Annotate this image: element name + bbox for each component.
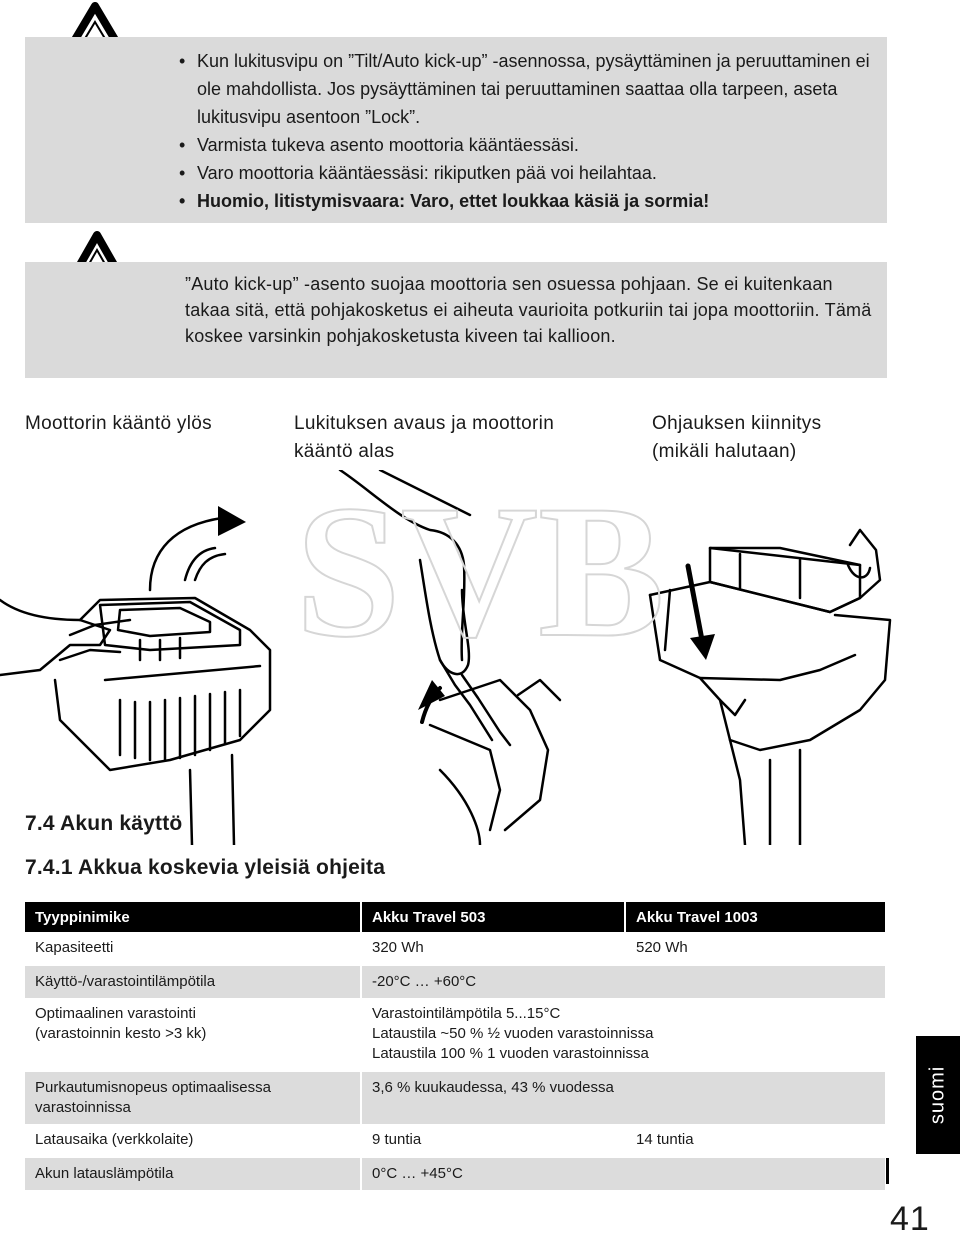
row-label-line: varastoinnissa [35,1099,131,1116]
row-value: 0°C … +45°C [361,1157,885,1190]
tilt-up-drawing [0,518,270,845]
warning-item: • Kun lukitusvipu on ”Tilt/Auto kick-up” -asennossa, pysäyttäminen ja peruuttaminen ei ole mahdollista. Jos pysäyttäminen tai peruuttaminen saattaa olla tarpeen, aseta lukitusvipu asentoon ”Lock”. [179,47,879,131]
general-warning-panel [25,37,887,223]
header-travel-1003: Akku Travel 1003 [625,902,885,932]
table-row-charge-time [25,1124,885,1157]
warning-item: • Varmista tukeva asento moottoria kääntäessäsi. [179,131,879,159]
motor-tilt-illustration [0,470,960,845]
caption-steering-line1: Ohjauksen kiinnitys [652,413,822,434]
row-value: -20°C … +60°C [361,965,885,998]
caption-unlock [294,410,554,466]
table-row-temperature [25,965,885,998]
language-tab [916,1036,960,1154]
table-header-row [25,902,885,932]
battery-spec-table [25,902,885,1190]
row-value-line: Varastointilämpötila 5...15°C [372,1005,561,1022]
row-value-line: Lataustila 100 % 1 vuoden varastoinnissa [372,1045,649,1062]
table-row-storage [25,998,885,1071]
row-label-line: Optimaalinen varastointi [35,1005,196,1022]
row-value: 9 tuntia [361,1124,625,1157]
row-value: 3,6 % kuukaudessa, 43 % vuodessa [361,1071,885,1124]
language-tab-label: suomi [926,1065,949,1125]
caption-steering [652,410,821,466]
row-value: 320 Wh [361,932,625,965]
table-row-discharge [25,1071,885,1124]
row-label [25,998,361,1071]
row-value: 520 Wh [625,932,885,965]
caption-tilt-up: Moottorin kääntö ylös [25,413,212,434]
row-label [25,1071,361,1124]
row-label: Akun latauslämpötila [25,1157,361,1190]
warning-item-crush: • Huomio, litistymisvaara: Varo, ettet loukkaa käsiä ja sormia! [179,187,879,215]
header-type: Tyyppinimike [25,902,361,932]
row-label: Latausaika (verkkolaite) [35,1131,194,1148]
page-number: 41 [890,1200,930,1238]
table-end-mark [886,1158,889,1184]
steering-lock-drawing [650,530,890,845]
warning-item: • Varo moottoria kääntäessäsi: rikiputken pää voi heilahtaa. [179,159,879,187]
row-label: Käyttö-/varastointilämpötila [25,965,361,998]
row-label-line: (varastoinnin kesto >3 kk) [35,1025,207,1042]
row-value [361,998,885,1071]
row-label: Kapasiteetti [35,939,114,956]
svb-watermark: SVB [295,470,665,677]
row-label-line: Purkautumisnopeus optimaalisessa [35,1079,271,1096]
subsection-heading: 7.4.1 Akkua koskevia yleisiä ohjeita [25,856,386,879]
propeller-warning-panel [25,262,887,378]
table-row-charge-temperature [25,1157,885,1190]
header-travel-503: Akku Travel 503 [361,902,625,932]
caption-steering-line2: (mikäli halutaan) [652,441,797,462]
caption-unlock-line1: Lukituksen avaus ja moottorin [294,413,555,434]
caption-unlock-line2: kääntö alas [294,441,395,462]
row-value-line: Lataustila ~50 % ½ vuoden varastoinnissa [372,1025,654,1042]
table-row-capacity [25,932,885,965]
section-heading: 7.4 Akun käyttö [25,812,183,835]
propeller-warning-text: ”Auto kick-up” -asento suojaa moottoria sen osuessa pohjaan. Se ei kuitenkaan takaa sitä, että pohjakosketus ei aiheuta vaurioita potkuriin tai jopa moottoriin. Tämä koskee varsinkin pohjakosketusta kiveen tai kallioon. [185,274,872,346]
row-value: 14 tuntia [625,1124,885,1157]
